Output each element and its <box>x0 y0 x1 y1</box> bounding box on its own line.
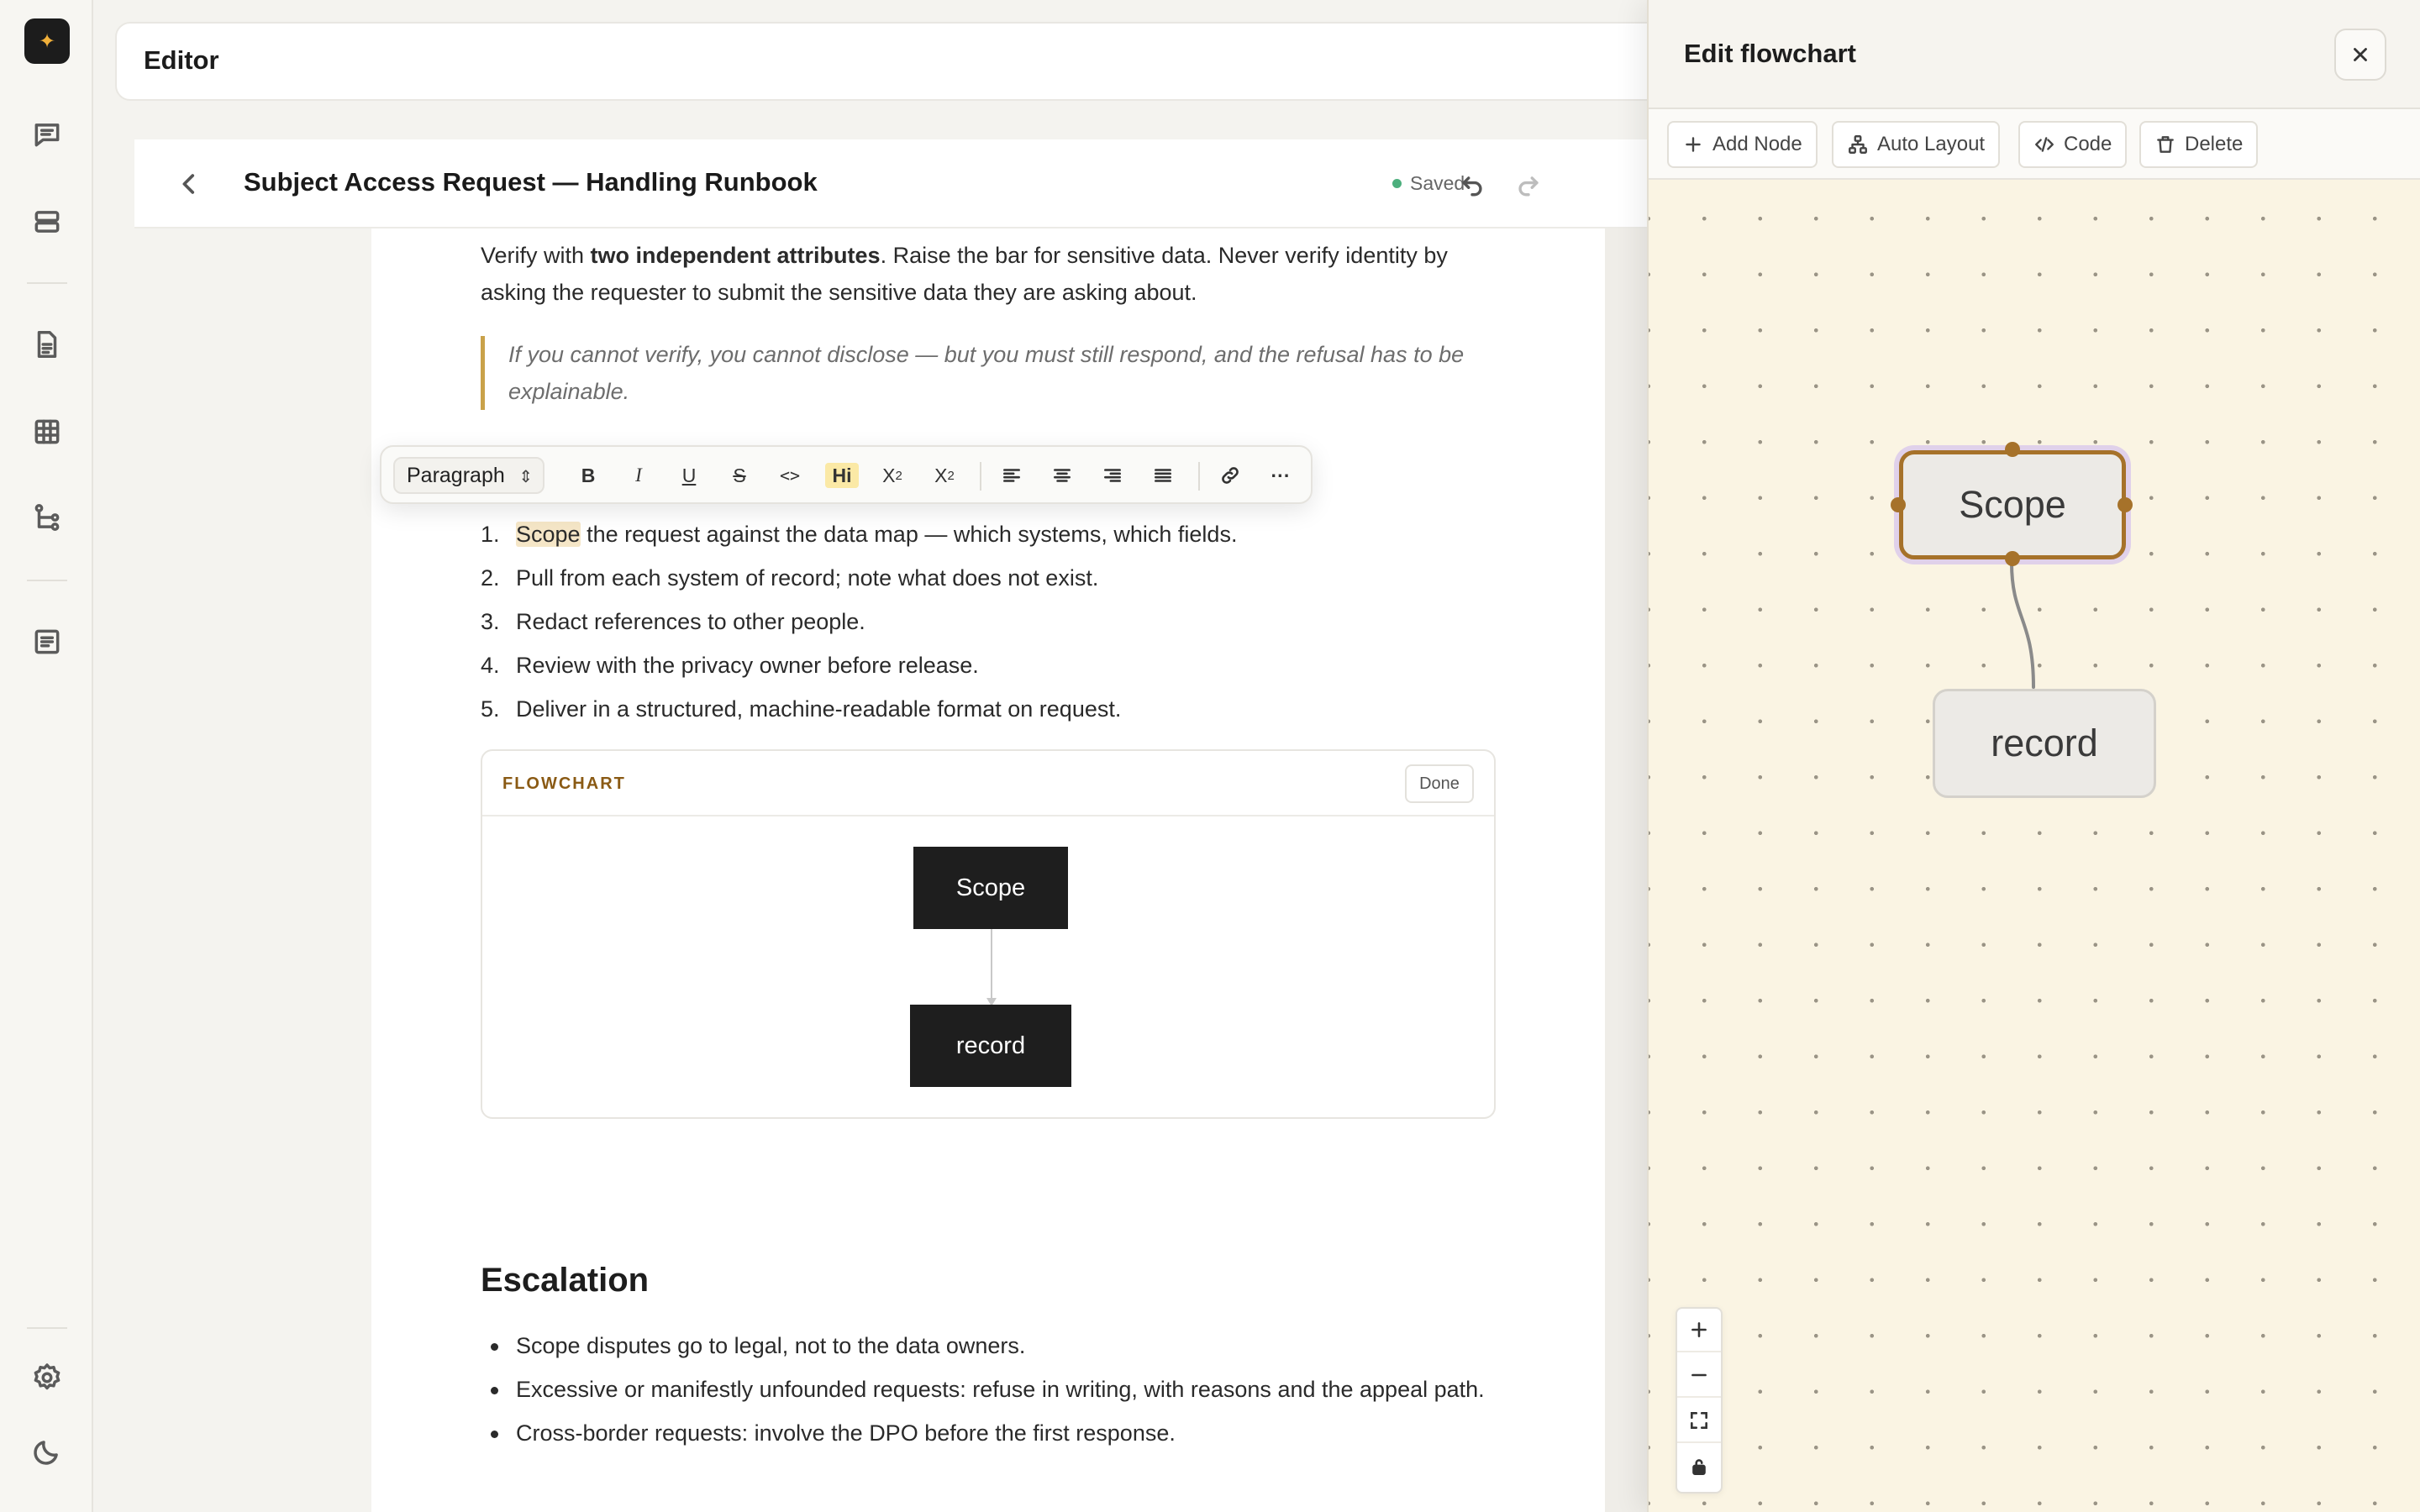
canvas-edge <box>1993 559 2044 694</box>
code-button[interactable]: <> <box>779 465 801 486</box>
code-icon <box>2033 134 2055 155</box>
italic-button[interactable]: I <box>635 465 642 486</box>
toolbar-divider <box>980 462 981 491</box>
canvas-node[interactable]: record <box>1933 689 2156 798</box>
list-item[interactable]: Scope disputes go to legal, not to the data owners. <box>481 1327 1489 1365</box>
settings-icon[interactable] <box>29 1359 66 1396</box>
list-item[interactable] <box>481 512 1489 556</box>
close-button[interactable] <box>2334 29 2386 81</box>
code-label: Code <box>2064 133 2112 155</box>
formatting-toolbar <box>380 445 1313 504</box>
panel-title: Edit flowchart <box>1684 39 1856 68</box>
superscript-base: X <box>934 464 948 486</box>
list-number: 3. <box>481 609 500 634</box>
document-page[interactable] <box>371 228 1605 1512</box>
notes-icon[interactable] <box>29 623 66 660</box>
escalation-heading: Escalation <box>481 1262 650 1299</box>
list-item[interactable] <box>481 687 1489 731</box>
save-status <box>1392 172 1465 195</box>
align-right-icon[interactable] <box>1096 459 1129 492</box>
moon-icon[interactable] <box>29 1433 66 1470</box>
escalation-list[interactable] <box>481 1327 1489 1458</box>
intro-text-rest: . Raise the bar for sensitive data. Never verify identity by asking the requester to submit the sensitive data they are asking about. <box>481 243 1448 305</box>
list-number: 2. <box>481 565 500 591</box>
highlighted-word: Scope <box>516 522 581 547</box>
list-number: 5. <box>481 696 500 722</box>
list-item[interactable] <box>481 556 1489 600</box>
more-options-icon[interactable]: ··· <box>1270 464 1291 486</box>
edit-flowchart-panel <box>1647 0 2420 1512</box>
done-button[interactable]: Done <box>1405 764 1474 803</box>
intro-paragraph[interactable] <box>481 237 1489 311</box>
delete-label: Delete <box>2185 133 2244 155</box>
bold-button[interactable]: B <box>581 464 596 486</box>
document-icon[interactable] <box>29 326 66 363</box>
add-node-button[interactable] <box>1667 121 1818 168</box>
strikethrough-button[interactable]: S <box>733 464 746 486</box>
subscript-mark: 2 <box>895 468 902 483</box>
node-handle-top[interactable] <box>2005 442 2020 457</box>
back-chevron-icon[interactable] <box>175 170 203 198</box>
hierarchy-icon <box>1847 134 1869 155</box>
rail-divider <box>27 1327 67 1329</box>
rail-divider <box>27 580 67 581</box>
list-text: the request against the data map — which systems, which fields. <box>580 522 1238 547</box>
editor-header <box>115 22 1712 101</box>
zoom-out-icon[interactable] <box>1677 1354 1721 1398</box>
list-item[interactable] <box>481 643 1489 687</box>
superscript-button[interactable] <box>928 459 961 492</box>
canvas-node-selected[interactable]: Scope <box>1899 450 2126 559</box>
align-justify-icon[interactable] <box>1146 459 1180 492</box>
app-logo-icon[interactable]: ✦ <box>24 18 70 64</box>
align-left-icon[interactable] <box>995 459 1028 492</box>
code-view-button[interactable] <box>2018 121 2127 168</box>
flowchart-canvas[interactable] <box>1649 180 2420 1512</box>
status-dot-icon <box>1392 179 1402 188</box>
table-icon[interactable] <box>29 413 66 450</box>
block-type-select[interactable] <box>393 457 544 494</box>
toolbar-divider <box>1198 462 1200 491</box>
icon-rail <box>0 0 93 1512</box>
close-icon <box>2349 44 2371 66</box>
undo-icon[interactable] <box>1458 170 1488 200</box>
rail-divider <box>27 282 67 284</box>
intro-bold-text: two independent attributes <box>590 243 881 268</box>
flowchart-node[interactable]: record <box>910 1005 1071 1087</box>
flowchart-block-header <box>482 751 1494 816</box>
chat-icon[interactable] <box>29 116 66 153</box>
list-item[interactable]: Cross-border requests: involve the DPO before the first response. <box>481 1415 1489 1452</box>
flowchart-label: FLOWCHART <box>502 774 626 793</box>
trash-icon <box>2154 134 2176 155</box>
flowchart-node[interactable]: Scope <box>913 847 1068 929</box>
updown-caret-icon: ⇕ <box>518 468 533 486</box>
list-text: Pull from each system of record; note what does not exist. <box>516 565 1099 591</box>
align-center-icon[interactable] <box>1045 459 1079 492</box>
subscript-button[interactable] <box>876 459 909 492</box>
steps-list[interactable] <box>481 512 1489 731</box>
link-icon[interactable] <box>1213 459 1247 492</box>
list-item[interactable] <box>481 600 1489 643</box>
lock-icon[interactable] <box>1677 1445 1721 1488</box>
auto-layout-label: Auto Layout <box>1877 133 1986 155</box>
fit-view-icon[interactable] <box>1677 1399 1721 1443</box>
list-item[interactable]: Excessive or manifestly unfounded requests: refuse in writing, with reasons and the appeal path. <box>481 1371 1489 1409</box>
flowchart-edge <box>981 929 1002 1008</box>
intro-text: Verify with <box>481 243 591 268</box>
plus-icon <box>1682 134 1704 155</box>
node-handle-right[interactable] <box>2118 497 2133 512</box>
document-header <box>134 139 1714 228</box>
superscript-mark: 2 <box>947 468 955 483</box>
list-number: 4. <box>481 653 500 678</box>
node-handle-left[interactable] <box>1891 497 1906 512</box>
zoom-controls <box>1676 1307 1723 1494</box>
panel-header <box>1649 0 2420 109</box>
list-number: 1. <box>481 522 500 547</box>
list-text: Deliver in a structured, machine-readable format on request. <box>516 696 1122 722</box>
underline-button[interactable]: U <box>681 464 697 486</box>
delete-button[interactable] <box>2139 121 2258 168</box>
save-status-label: Saved <box>1410 172 1465 194</box>
zoom-in-icon[interactable] <box>1677 1309 1721 1352</box>
document-title[interactable]: Subject Access Request — Handling Runbook <box>244 167 818 197</box>
editor-title: Editor <box>144 45 219 75</box>
highlight-button[interactable]: Hi <box>825 463 859 488</box>
panel-toolbar <box>1649 109 2420 180</box>
subscript-base: X <box>882 464 896 486</box>
list-text: Review with the privacy owner before release. <box>516 653 979 678</box>
blockquote[interactable]: If you cannot verify, you cannot disclose — but you must still respond, and the refusal has to be explainable. <box>481 336 1489 410</box>
list-text: Redact references to other people. <box>516 609 865 634</box>
redo-icon[interactable] <box>1514 170 1544 200</box>
stack-icon[interactable] <box>29 203 66 240</box>
auto-layout-button[interactable] <box>1832 121 2000 168</box>
add-node-label: Add Node <box>1712 133 1802 155</box>
block-type-label: Paragraph <box>407 463 505 487</box>
flowchart-block[interactable] <box>481 749 1496 1119</box>
flow-icon[interactable] <box>29 499 66 536</box>
node-handle-bottom[interactable] <box>2005 551 2020 566</box>
